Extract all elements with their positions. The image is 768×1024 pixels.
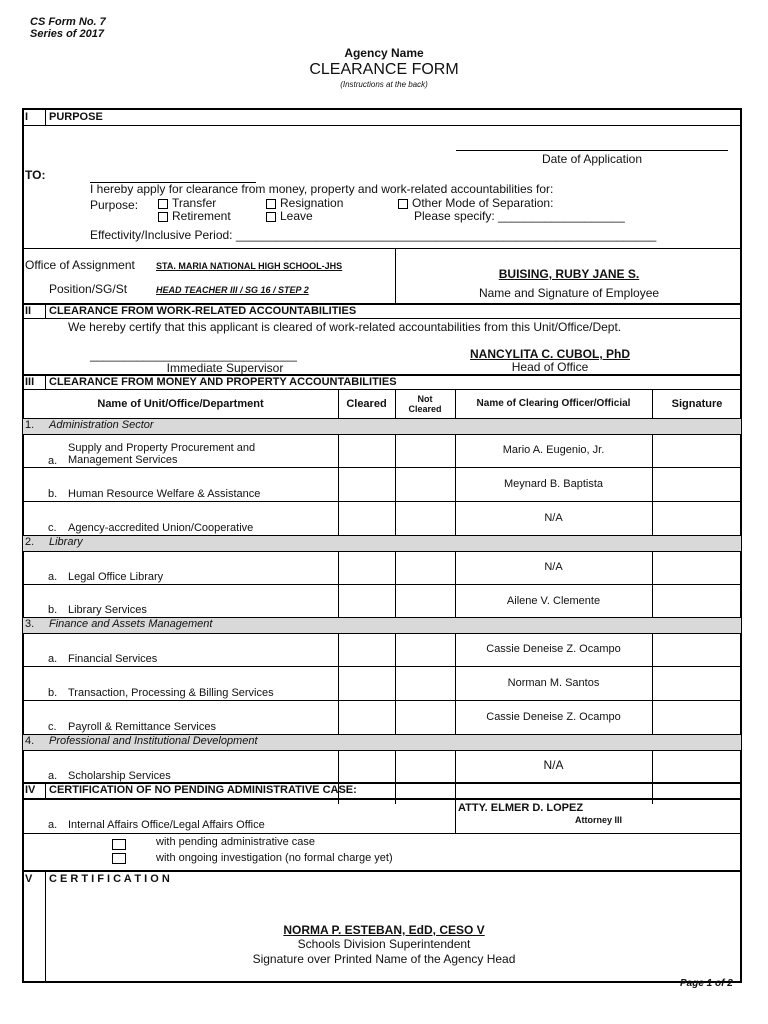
to-label: TO: (25, 168, 46, 182)
table-row-unit: Financial Services (68, 653, 158, 665)
officer-title: Attorney III (575, 815, 623, 825)
section-3-roman: III (25, 376, 35, 388)
form-number: CS Form No. 7 (30, 16, 106, 28)
divider (22, 248, 742, 249)
section-4-title: CERTIFICATION OF NO PENDING ADMINISTRATIVE CASE: (49, 784, 357, 796)
group-row (23, 617, 741, 634)
option-resignation[interactable] (266, 196, 343, 210)
section-3-title: CLEARANCE FROM MONEY AND PROPERTY ACCOUNTABILITIES (49, 376, 397, 388)
table-row-unit (68, 442, 255, 466)
row-letter: c. (48, 522, 57, 534)
clearing-officer: N/A (543, 758, 564, 772)
checkbox-icon[interactable] (158, 199, 168, 209)
clearing-officer: ATTY. ELMER D. LOPEZ (458, 802, 584, 814)
supervisor-line[interactable]: _______________________________ (90, 348, 297, 362)
agency-name: Agency Name (344, 46, 424, 60)
row-letter: c. (48, 721, 57, 733)
col-header-not: Not (417, 394, 433, 404)
section-5-roman: V (25, 873, 33, 885)
form-number-block (30, 16, 106, 40)
checkbox-icon[interactable] (158, 212, 168, 222)
option-other[interactable] (398, 196, 553, 210)
form-series: Series of 2017 (30, 28, 104, 40)
clearing-officer: N/A (544, 561, 563, 573)
row-letter: a. (48, 455, 58, 467)
checkbox-icon[interactable] (112, 839, 126, 850)
group-row (23, 418, 741, 435)
agency-head-title: Schools Division Superintendent (297, 937, 471, 951)
row-letter: a. (48, 819, 58, 831)
effectivity-period[interactable]: Effectivity/Inclusive Period: _______________________________________________________________ (90, 228, 657, 242)
divider (22, 501, 742, 502)
divider (45, 374, 46, 389)
section-5-title: C E R T I F I C A T I O N (49, 873, 170, 885)
table-row-unit: Legal Office Library (68, 571, 164, 583)
section-4-roman: IV (25, 784, 36, 796)
group-name: Finance and Assets Management (49, 618, 213, 630)
row-letter: b. (48, 604, 58, 616)
clearing-officer: Mario A. Eugenio, Jr. (502, 444, 605, 456)
table-row-unit: Agency-accredited Union/Cooperative (68, 522, 254, 534)
group-name: Library (49, 536, 83, 548)
table-row-unit: Human Resource Welfare & Assistance (68, 488, 261, 500)
clearing-officer: Cassie Deneise Z. Ocampo (486, 643, 621, 655)
checkbox-icon[interactable] (266, 212, 276, 222)
clearing-officer: N/A (544, 512, 563, 524)
col-header-unit: Name of Unit/Office/Department (97, 398, 264, 410)
option-retirement-label: Retirement (172, 209, 231, 223)
please-specify[interactable]: Please specify: ___________________ (414, 209, 625, 223)
position-value: HEAD TEACHER III / SG 16 / STEP 2 (156, 285, 309, 295)
group-number: 2. (25, 536, 35, 548)
col-header-cleared-2: Cleared (408, 404, 442, 414)
group-name: Professional and Institutional Development (49, 735, 258, 747)
agency-head-name: NORMA P. ESTEBAN, EdD, CESO V (283, 923, 485, 937)
section-1-roman: I (25, 111, 29, 123)
table-row-unit: Library Services (68, 604, 147, 616)
group-number: 4. (25, 735, 35, 747)
table-row-unit: Transaction, Processing & Billing Services (68, 687, 274, 699)
col-header-cleared: Cleared (346, 398, 387, 410)
divider (22, 389, 742, 390)
option-transfer-label: Transfer (172, 196, 217, 210)
purpose-label: Purpose: (90, 198, 139, 212)
divider (45, 109, 46, 125)
form-instructions: (Instructions at the back) (340, 80, 428, 89)
divider (22, 125, 742, 126)
employee-name: BUISING, RUBY JANE S. (498, 267, 640, 281)
form-title: CLEARANCE FORM (309, 61, 459, 78)
clearing-officer: Ailene V. Clemente (506, 595, 601, 607)
divider (22, 798, 742, 800)
apply-text: I hereby apply for clearance from money, property and work-related accountabilities for: (90, 182, 554, 196)
group-row (23, 734, 741, 751)
table-row-unit: Payroll & Remittance Services (68, 721, 216, 733)
option-resignation-label: Resignation (280, 196, 344, 210)
option-other-label: Other Mode of Separation: (412, 196, 554, 210)
divider (45, 303, 46, 318)
section-2-roman: II (25, 305, 32, 317)
table-row-unit: Internal Affairs Office/Legal Affairs Office (68, 819, 265, 831)
page-number: Page 1 of 2 (680, 978, 733, 989)
office-label: Office of Assignment (25, 258, 135, 272)
head-name: NANCYLITA C. CUBOL, PhD (470, 347, 630, 361)
col-header-signature: Signature (671, 398, 723, 410)
date-line (456, 150, 728, 151)
row-letter: b. (48, 687, 58, 699)
pending-case-option: with pending administrative case (156, 836, 315, 848)
row-letter: a. (48, 770, 58, 782)
unit-name-line-1: Supply and Property Procurement and (68, 442, 256, 454)
supervisor-caption: Immediate Supervisor (166, 361, 284, 375)
row-letter: a. (48, 571, 58, 583)
section-2-certify: We hereby certify that this applicant is cleared of work-related accountabilities from this Unit/Office/Dept. (68, 320, 622, 334)
section-2-title: CLEARANCE FROM WORK-RELATED ACCOUNTABILITIES (49, 305, 357, 317)
divider (22, 700, 742, 701)
clearing-officer: Meynard B. Baptista (503, 478, 604, 490)
group-number: 1. (25, 419, 35, 431)
row-letter: b. (48, 488, 58, 500)
divider (22, 584, 742, 585)
divider (22, 318, 742, 319)
col-header-not-cleared (395, 394, 455, 414)
head-caption: Head of Office (511, 360, 589, 374)
divider (22, 666, 742, 667)
option-transfer[interactable] (158, 196, 216, 210)
col-header-officer: Name of Clearing Officer/Official (476, 398, 631, 409)
group-number: 3. (25, 618, 35, 630)
section-1-title: PURPOSE (49, 111, 103, 123)
investigation-option: with ongoing investigation (no formal charge yet) (156, 852, 393, 864)
checkbox-icon[interactable] (112, 853, 126, 864)
group-row (23, 535, 741, 552)
divider (22, 467, 742, 468)
position-label: Position/SG/St (49, 282, 128, 296)
checkbox-icon[interactable] (266, 199, 276, 209)
unit-name-line-2: Management Services (68, 454, 178, 466)
group-name: Administration Sector (49, 419, 154, 431)
option-leave-label: Leave (280, 209, 313, 223)
clearing-officer: Norman M. Santos (507, 677, 600, 689)
checkbox-icon[interactable] (398, 199, 408, 209)
divider (22, 833, 742, 834)
agency-head-caption: Signature over Printed Name of the Agency Head (252, 952, 516, 966)
row-letter: a. (48, 653, 58, 665)
date-label: Date of Application (541, 152, 643, 166)
office-value: STA. MARIA NATIONAL HIGH SCHOOL-JHS (156, 261, 343, 271)
option-retirement[interactable] (158, 209, 231, 223)
clearing-officer: Cassie Deneise Z. Ocampo (486, 711, 621, 723)
divider (45, 782, 46, 798)
divider (22, 870, 742, 872)
table-row-unit: Scholarship Services (68, 770, 171, 782)
employee-caption: Name and Signature of Employee (478, 286, 660, 300)
option-leave[interactable] (266, 209, 313, 223)
